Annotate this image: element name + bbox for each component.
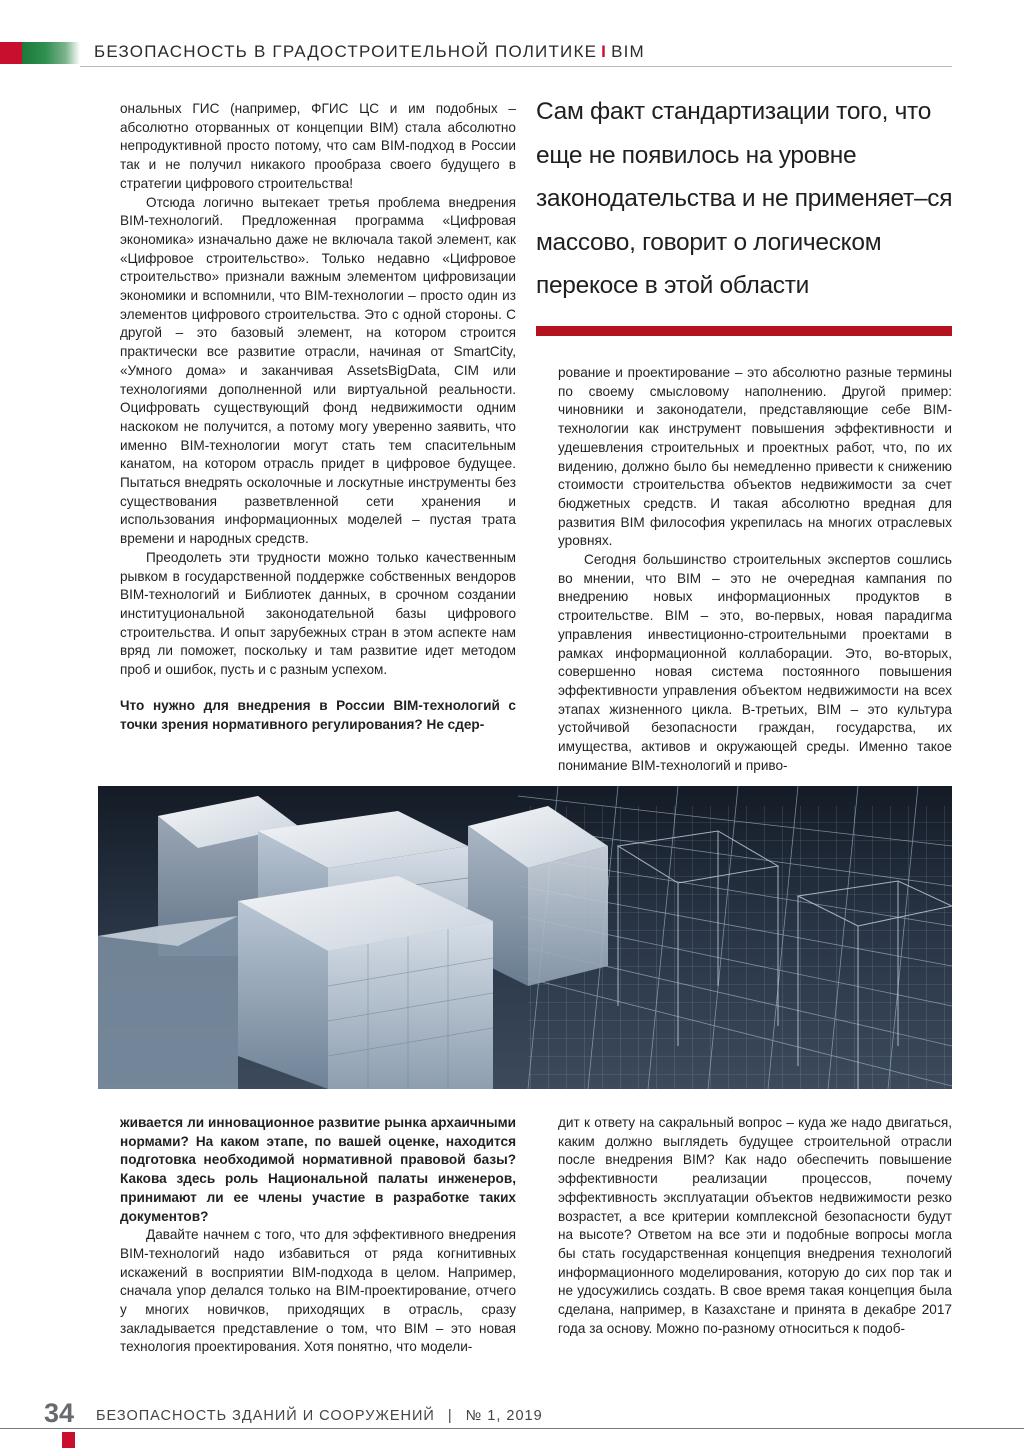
paragraph: дит к ответу на сакральный вопрос – куда же надо двигаться, каким должно выглядеть будущее строительной отрасли после внедрения BIM? Как надо обеспечить повышение эффективности реализации процессов, почему эффективность эксплуатации объектов недвижимости резко возрастет, а все критерии комплексной безопасности будут на высоте? Ответом на все эти и подобные вопросы могла бы стать государственная концепция внедрения технологий информационного моделирования, которую до сих пор так и не удосужились создать. В свое время такая концепция была сделана, например, в Казахстане и принята в декабре 2017 года за основу. Можно по-разному относиться к подоб- (558, 1115, 952, 1336)
header-green-gradient (22, 42, 80, 64)
footer-journal (96, 1408, 543, 1424)
paragraph: Преодолеть эти трудности можно только качественным рывком в государственной поддержке собственных вендоров BIM-технологий и Библиотек данных, в срочном создании институциональной законодательной базы цифрового строительства. И опыт зарубежных стран в этом аспекте нам вряд ли поможет, поскольку и там развитие идет методом проб и ошибок, пусть и с разным успехом. (120, 549, 516, 678)
header-section: БЕЗОПАСНОСТЬ В ГРАДОСТРОИТЕЛЬНОЙ ПОЛИТИКЕ (94, 42, 598, 61)
paragraph: рование и проектирование – это абсолютно разные термины по своему смысловому наполнению. Другой пример: чиновники и законодатели, представляющие себе BIM-технологии как инструмент повышения эффективности и удешевления строительных и проектных работ, что, по их видению, должно было бы немедленно привести к снижению стоимости строительства объектов недвижимости за счет бюджетных средств. И такая абсолютно вредная для развития BIM философия укрепилась на многих отраслевых уровнях. (558, 365, 952, 549)
footer-rule (0, 1428, 1024, 1429)
header-topic: BIM (611, 42, 645, 61)
journal-title: БЕЗОПАСНОСТЬ ЗДАНИЙ И СООРУЖЕНИЙ (96, 1408, 435, 1424)
header-rule (80, 66, 952, 67)
footer-red-block (62, 1432, 75, 1448)
article-column-4 (558, 1114, 952, 1338)
running-header (94, 42, 645, 62)
interview-question-end: живается ли инновационное развитие рынка архаичными нормами? На каком этапе, по вашей оценке, находится подготовка необходимой нормативной правовой базы? Какова здесь роль Национальной палаты инженеров, принимают ли ее члены участие в разработке таких документов? (120, 1115, 516, 1224)
page-number: 34 (44, 1398, 75, 1428)
article-column-2 (558, 364, 952, 775)
paragraph: Сегодня большинство строительных экспертов сошлись во мнении, что BIM – это не очередная кампания по внедрению новых информационных продуктов в строительстве. BIM – это, во-первых, новая парадигма управления инвестиционно-строительными проектами в рамках информационной коллаборации. Это, во-вторых, совершенно новая система постоянного повышения эффективности управления объектом недвижимости на всех этапах жизненного цикла. В-третьих, BIM – это культура устойчивой безопасности граждан, государства, их имущества, активов и окружающей среды. Именно такое понимание BIM-технологий и приво- (558, 552, 952, 773)
paragraph: Давайте начнем с того, что для эффективного внедрения BIM-технологий надо избавиться от ряда когнитивных искажений в восприятии BIM-подхода в целом. Например, сначала упор делался только на BIM-проектирование, отчего у многих новичков, приходящих в отрасль, сразу закладывается представление о том, что BIM – это новая технология проектирования. Хотя понятно, что модели- (120, 1227, 516, 1355)
pull-quote-bar (536, 326, 952, 336)
bim-building-illustration (98, 786, 952, 1089)
header-separator: I (601, 42, 608, 61)
interview-question-start: Что нужно для внедрения в России BIM-технологий с точки зрения нормативного регулирования? Не сдер- (120, 697, 516, 732)
footer-divider: | (447, 1408, 453, 1424)
header-red-block (0, 42, 22, 64)
pull-quote: Сам факт стандартизации того, что еще не появилось на уровне законодательства и не применяет–ся массово, говорит о логическом перекосе в этой области (536, 98, 953, 299)
paragraph: ональных ГИС (например, ФГИС ЦС и им подобных – абсолютно оторванных от концепции BIM) стала абсолютно непродуктивной просто потому, что сам BIM-подход в России так и не получил никакого прообраза своего будущего в стратегии цифрового строительства! (120, 101, 516, 191)
issue-number: № 1, 2019 (465, 1408, 543, 1424)
header-color-stripe (0, 42, 80, 64)
paragraph: Отсюда логично вытекает третья проблема внедрения BIM-технологий. Предложенная программа «Цифровая экономика» изначально даже не включала такой элемент, как «Цифровое строительство». Только недавно «Цифровое строительство» признали важным элементом цифровизации экономики и вспомнили, что BIM-технологии – просто один из элементов цифрового строительства. Это с одной стороны. С другой – это базовый элемент, на котором строится практически все развитие отрасли, начиная от SmartCity, «Умного дома» и заканчивая AssetsBigData, CIM или технологиями дополненной или виртуальной реальности. Оцифровать существующий фонд недвижимости одним наскоком не получится, а потому могу уверенно заявить, что именно BIM-технологии могут стать тем спасительным канатом, на котором отрасль придет в цифровое будущее. Пытаться внедрять осколочные и лоскутные инструменты без существования разветвленной сети хранения и использования информационных моделей – пустая трата времени и народных средств. (120, 194, 516, 547)
article-column-1 (120, 100, 516, 734)
article-column-3 (120, 1114, 516, 1357)
